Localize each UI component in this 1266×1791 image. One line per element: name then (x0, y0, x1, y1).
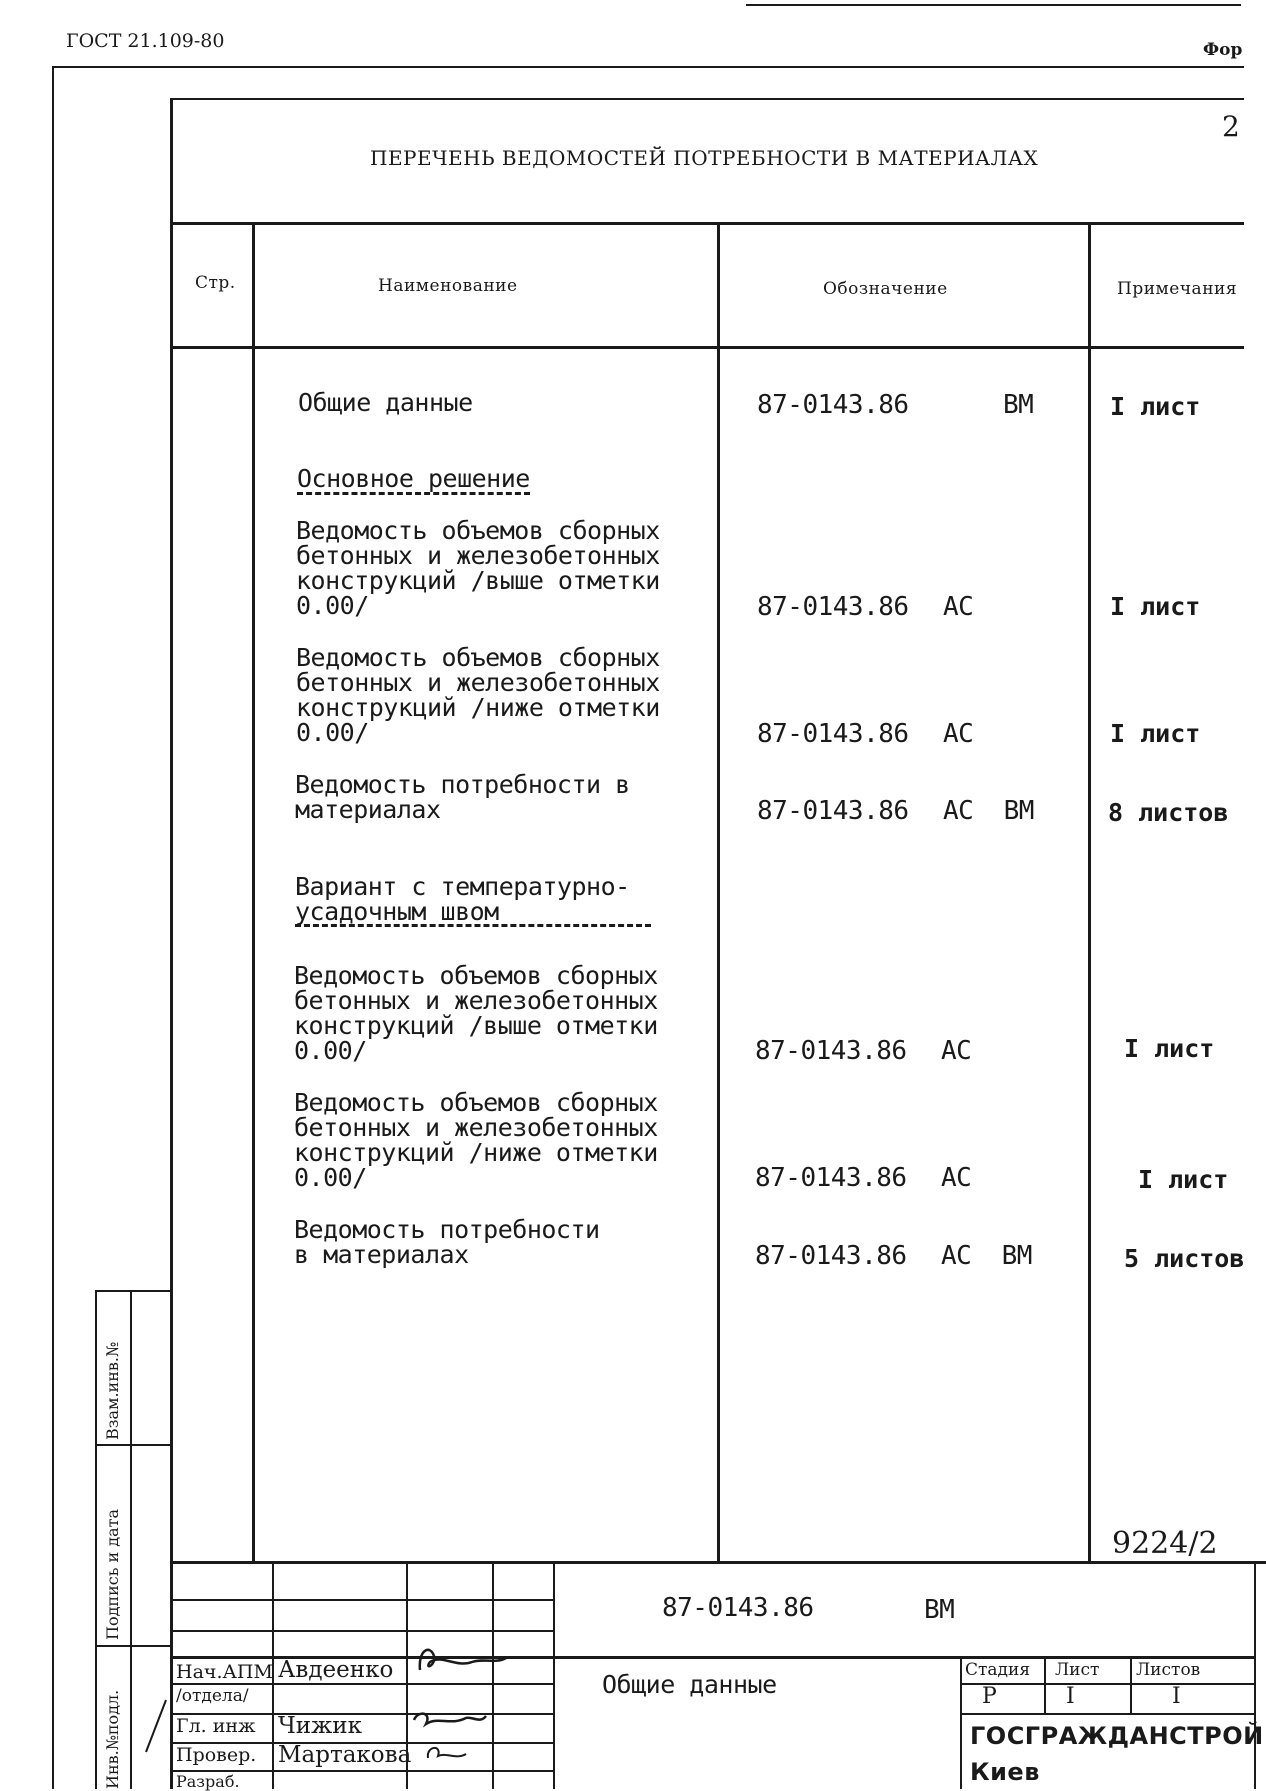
row-mark: АС (943, 719, 974, 749)
header-designation: Обозначение (823, 279, 948, 299)
side-stamp-vzam: Взам.инв.№ (103, 1341, 122, 1440)
stage-div-1 (1044, 1658, 1046, 1713)
row-note: 8 листов (1108, 798, 1229, 827)
row-name: Ведомость объемов сборных бетонных и железобетонных конструкций /ниже отметки 0.00/ (296, 643, 660, 747)
side-stamp-podpis: Подпись и дата (103, 1508, 122, 1640)
side-stamp-inv: Инв.№подл. (103, 1689, 122, 1789)
title-block-top (170, 1561, 1266, 1564)
page-number: 2 (1222, 110, 1240, 143)
header-top-rule (170, 222, 1244, 225)
row-name: Ведомость потребности в материалах (295, 770, 630, 824)
section-heading: Вариант с температурно- усадочным швом (295, 872, 630, 926)
page-title: ПЕРЕЧЕНЬ ВЕДОМОСТЕЙ ПОТРЕБНОСТИ В МАТЕРИАЛАХ (370, 146, 1039, 170)
stage-label: Стадия (965, 1660, 1031, 1680)
col-divider-2 (717, 222, 720, 1562)
row-name: Общие данные (298, 388, 473, 417)
header-bottom-rule (170, 346, 1244, 349)
side-stamp-sep-2 (95, 1645, 172, 1647)
stage-div-2 (1130, 1658, 1132, 1713)
signature-scribble-3 (422, 1740, 472, 1766)
organization-city: Киев (970, 1758, 1040, 1786)
row-name: Ведомость объемов сборных бетонных и железобетонных конструкций /выше отметки 0.00/ (294, 961, 658, 1065)
sig-role: /отдела/ (176, 1686, 249, 1706)
inventory-number: 9224/2 (1112, 1526, 1218, 1561)
row-code: 87-0143.86 (757, 592, 909, 622)
sig-name: Авдеенко (278, 1657, 394, 1683)
side-stamp-left (95, 1290, 97, 1789)
header-name: Наименование (378, 276, 518, 296)
stage-row-1 (960, 1683, 1256, 1685)
row-note: 5 листов (1124, 1244, 1245, 1273)
frame-top (54, 66, 1244, 68)
row-mark: АС ВМ (941, 1241, 1032, 1271)
row-note: I лист (1138, 1165, 1229, 1194)
row-code: 87-0143.86 (757, 719, 909, 749)
signature-scribble-2 (410, 1706, 490, 1734)
tb-row-4 (170, 1683, 554, 1685)
row-mark: АС ВМ (943, 796, 1034, 826)
tb-row-2 (170, 1630, 554, 1632)
side-stamp-divider (130, 1290, 132, 1789)
stage-value: Р (982, 1684, 997, 1709)
header-page: Стр. (195, 273, 236, 293)
standard-label: ГОСТ 21.109-80 (66, 30, 225, 52)
stage-box-left (960, 1658, 962, 1789)
sig-name: Мартакова (278, 1742, 412, 1768)
row-name: Ведомость объемов сборных бетонных и железобетонных конструкций /выше отметки 0.00/ (296, 516, 660, 620)
title-block-mark: ВМ (924, 1595, 955, 1625)
row-mark: ВМ (1003, 390, 1034, 420)
section-dashed-underline (295, 924, 651, 927)
row-code: 87-0143.86 (755, 1036, 907, 1066)
title-box-top (170, 98, 1244, 100)
sheets-value: I (1172, 1684, 1181, 1709)
row-note: I лист (1110, 592, 1201, 621)
tb-col-4 (553, 1561, 555, 1789)
row-code: 87-0143.86 (755, 1241, 907, 1271)
row-code: 87-0143.86 (755, 1163, 907, 1193)
row-name: Ведомость объемов сборных бетонных и железобетонных конструкций /ниже отметки 0.00/ (294, 1088, 658, 1192)
sig-role: Нач.АПМ (176, 1661, 273, 1683)
stroke-mark (140, 1696, 170, 1756)
sig-name: Чижик (278, 1713, 362, 1739)
frame-left (52, 66, 54, 1789)
col-divider-3 (1088, 222, 1091, 1562)
sig-role: Провер. (176, 1744, 257, 1766)
row-mark: АС (943, 592, 974, 622)
side-stamp-top (95, 1290, 172, 1292)
row-note: I лист (1124, 1034, 1215, 1063)
row-code: 87-0143.86 (757, 796, 909, 826)
form-label: Фор (1203, 40, 1243, 60)
col-divider-1 (252, 222, 255, 1562)
row-name: Ведомость потребности в материалах (294, 1215, 600, 1269)
side-stamp-sep-1 (95, 1444, 172, 1446)
tb-row-1 (170, 1599, 554, 1601)
section-heading: Основное решение (297, 464, 530, 493)
sig-role: Гл. инж (176, 1715, 256, 1737)
row-note: I лист (1110, 392, 1201, 421)
title-block-name: Общие данные (602, 1670, 777, 1699)
stage-row-2 (960, 1713, 1256, 1715)
sheet-label: Лист (1055, 1660, 1100, 1680)
inner-left (170, 98, 173, 1789)
row-code: 87-0143.86 (757, 390, 909, 420)
sig-role: Разраб. (176, 1772, 240, 1791)
title-block-right (1254, 1561, 1256, 1789)
row-note: I лист (1110, 719, 1201, 748)
title-block-code: 87-0143.86 (662, 1593, 814, 1623)
organization-name: ГОСГРАЖДАНСТРОЙ (970, 1722, 1264, 1750)
sheets-label: Листов (1136, 1660, 1201, 1680)
row-mark: АС (941, 1163, 972, 1193)
sheet-value: I (1066, 1684, 1075, 1709)
header-notes: Примечания (1117, 279, 1238, 299)
row-mark: АС (941, 1036, 972, 1066)
top-right-rule (746, 4, 1241, 6)
signature-scribble-1 (412, 1640, 512, 1680)
